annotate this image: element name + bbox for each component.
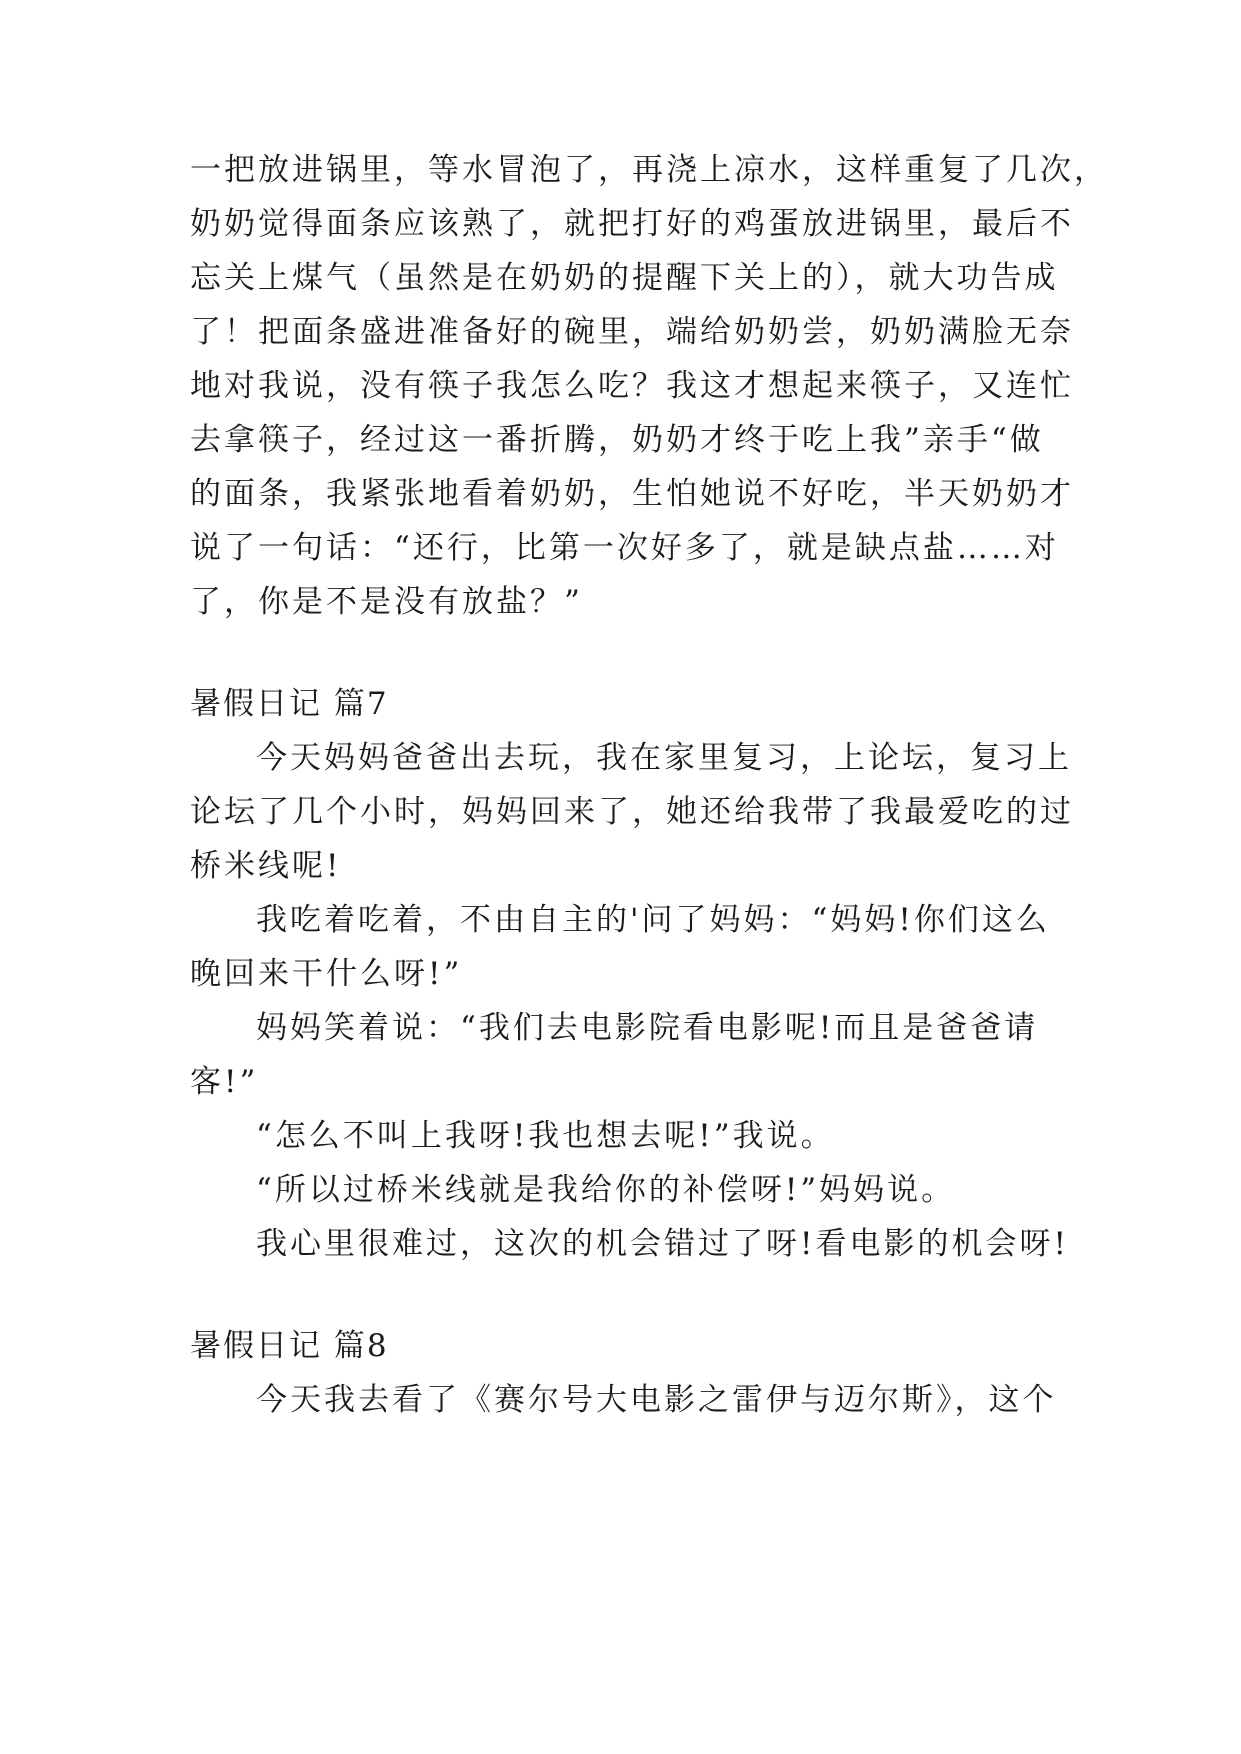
text-line: 今天我去看了《赛尔号大电影之雷伊与迈尔斯》，这个 [256,1382,1057,1418]
section-heading: 暑假日记 篇8 [190,1328,389,1364]
section-heading: 暑假日记 篇7 [190,686,389,722]
text-line: 一把放进锅里，等水冒泡了，再浇上凉水，这样重复了几次， [190,152,1108,188]
text-line: 说了一句话：“还行，比第一次好多了，就是缺点盐……对 [190,530,1059,566]
text-line: 的面条，我紧张地看着奶奶，生怕她说不好吃，半天奶奶才 [190,476,1074,512]
text-line: 客!” [190,1064,259,1100]
text-line: 地对我说，没有筷子我怎么吃？我这才想起来筷子，又连忙 [190,368,1074,404]
text-line: 今天妈妈爸爸出去玩，我在家里复习，上论坛，复习上 [256,740,1072,776]
text-line: “怎么不叫上我呀!我也想去呢!”我说。 [256,1118,835,1154]
text-line: 我心里很难过，这次的机会错过了呀!看电影的机会呀! [256,1226,1069,1262]
text-line: “所以过桥米线就是我给你的补偿呀!”妈妈说。 [256,1172,956,1208]
text-line: 妈妈笑着说：“我们去电影院看电影呢!而且是爸爸请 [256,1010,1039,1046]
text-line: 了！把面条盛进准备好的碗里，端给奶奶尝，奶奶满脸无奈 [190,314,1074,350]
text-line: 去拿筷子，经过这一番折腾，奶奶才终于吃上我”亲手“做 [190,422,1044,458]
text-line: 了，你是不是没有放盐？” [190,584,583,620]
text-line: 晚回来干什么呀!” [190,956,463,992]
text-line: 论坛了几个小时，妈妈回来了，她还给我带了我最爱吃的过 [190,794,1074,830]
text-line: 桥米线呢! [190,848,342,884]
text-line: 忘关上煤气（虽然是在奶奶的提醒下关上的），就大功告成 [190,260,1059,296]
text-line: 我吃着吃着，不由自主的'问了妈妈：“妈妈!你们这么 [256,902,1050,938]
text-line: 奶奶觉得面条应该熟了，就把打好的鸡蛋放进锅里，最后不 [190,206,1074,242]
